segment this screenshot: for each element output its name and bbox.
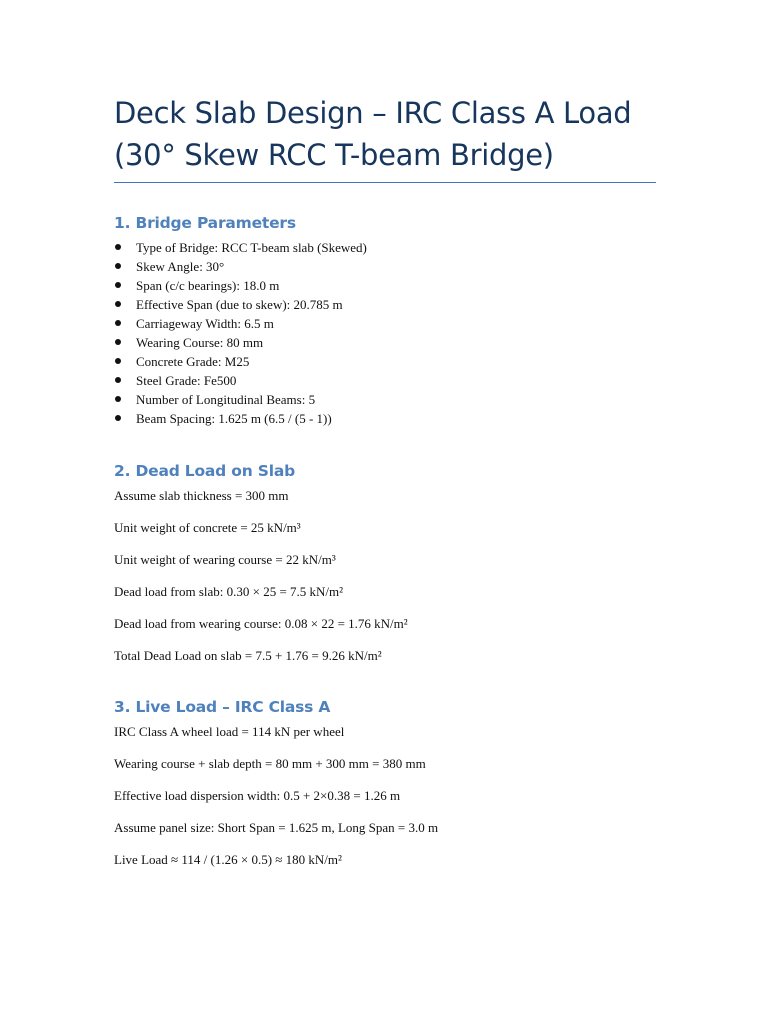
bullet-icon xyxy=(115,358,121,364)
list-item xyxy=(114,257,674,276)
paragraph: Assume slab thickness = 300 mm xyxy=(114,488,289,503)
list-item-text: Type of Bridge: RCC T-beam slab (Skewed) xyxy=(136,240,367,255)
bullet-icon xyxy=(115,320,121,326)
list-item-text: Wearing Course: 80 mm xyxy=(136,335,264,350)
list-item xyxy=(114,409,674,428)
list-item-text: Effective Span (due to skew): 20.785 m xyxy=(136,297,343,312)
list-item-text: Skew Angle: 30° xyxy=(136,259,225,274)
section-live-load xyxy=(114,696,674,882)
section-heading: 1. Bridge Parameters xyxy=(114,214,296,232)
bullet-icon xyxy=(115,396,121,402)
list-item-text: Beam Spacing: 1.625 m (6.5 / (5 - 1)) xyxy=(136,411,332,426)
paragraph: Wearing course + slab depth = 80 mm + 300 mm = 380 mm xyxy=(114,756,426,771)
list-item-text: Span (c/c bearings): 18.0 m xyxy=(136,278,280,293)
section-dead-load xyxy=(114,460,674,678)
paragraph: Live Load ≈ 114 / (1.26 × 0.5) ≈ 180 kN/m² xyxy=(114,852,342,867)
list-item xyxy=(114,276,674,295)
section-heading: 3. Live Load – IRC Class A xyxy=(114,698,331,716)
list-item xyxy=(114,238,674,257)
list-item xyxy=(114,390,674,409)
list-item-text: Carriageway Width: 6.5 m xyxy=(136,316,274,331)
list-item-text: Steel Grade: Fe500 xyxy=(136,373,237,388)
bullet-icon xyxy=(115,377,121,383)
paragraph: Effective load dispersion width: 0.5 + 2×0.38 = 1.26 m xyxy=(114,788,401,803)
list-item xyxy=(114,371,674,390)
list-item xyxy=(114,352,674,371)
bullet-icon xyxy=(115,282,121,288)
bullet-icon xyxy=(115,263,121,269)
list-item-text: Concrete Grade: M25 xyxy=(136,354,250,369)
parameters-list xyxy=(114,238,674,428)
bullet-icon xyxy=(115,244,121,250)
bullet-icon xyxy=(115,301,121,307)
paragraph: Unit weight of concrete = 25 kN/m³ xyxy=(114,520,301,535)
section-heading: 2. Dead Load on Slab xyxy=(114,462,295,480)
paragraph: Unit weight of wearing course = 22 kN/m³ xyxy=(114,552,336,567)
paragraph: Dead load from slab: 0.30 × 25 = 7.5 kN/m² xyxy=(114,584,344,599)
list-item xyxy=(114,314,674,333)
paragraph: Dead load from wearing course: 0.08 × 22 = 1.76 kN/m² xyxy=(114,616,408,631)
paragraph: Assume panel size: Short Span = 1.625 m, Long Span = 3.0 m xyxy=(114,820,439,835)
title-line-2: (30° Skew RCC T-beam Bridge) xyxy=(114,138,554,172)
section-bridge-parameters xyxy=(114,212,674,428)
title-line-1: Deck Slab Design – IRC Class A Load xyxy=(114,96,632,130)
document-title xyxy=(114,92,656,183)
bullet-icon xyxy=(115,415,121,421)
list-item-text: Number of Longitudinal Beams: 5 xyxy=(136,392,316,407)
bullet-icon xyxy=(115,339,121,345)
list-item xyxy=(114,333,674,352)
paragraph: Total Dead Load on slab = 7.5 + 1.76 = 9.26 kN/m² xyxy=(114,648,382,663)
list-item xyxy=(114,295,674,314)
paragraph: IRC Class A wheel load = 114 kN per wheel xyxy=(114,724,345,739)
